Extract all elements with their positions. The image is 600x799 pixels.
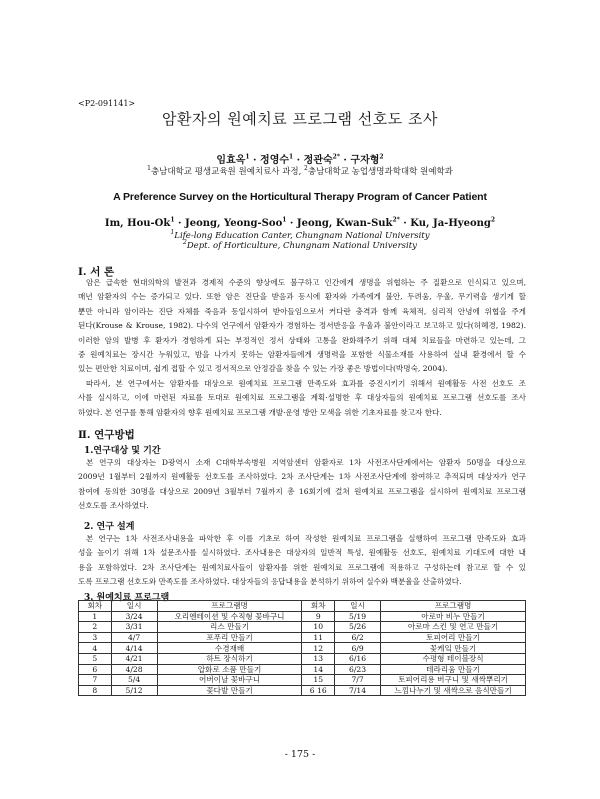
title-english: A Preference Survey on the Horticultural Therapy Program of Cancer Patient [113,191,487,203]
affiliation-english-2 [0,241,600,251]
cell-no: 8 [79,685,112,696]
cell-date: 7/14 [335,685,381,696]
cell-program: 하트 장식하기 [157,653,302,664]
table-row [79,643,526,654]
text-line: 따라서, 본 연구에서는 암환자를 대상으로 원예치료 프로그램 만족도와 효과를 증진시키기 위해서 원예활동 사전 선호도 조 [86,378,526,388]
cell-program: 오리엔테이션 및 수직형 꽃바구니 [157,611,302,622]
text-line: 있는 편안한 치료이며, 쉽게 접할 수 있고 정서적으로 안정감을 찾을 수 있는 가장 좋은 방법이다(박명숙, 2004). [78,364,448,374]
cell-no: 1 [79,611,112,622]
col-header-no: 회차 [302,601,335,612]
text-line: 본 연구의 대상자는 D광역시 소재 C대학부속병원 지역암센터 암환자로 1차 사전조사단계에서는 암환자 50명을 대상으로 [86,458,526,467]
author-name: 정관숙 [303,155,333,166]
section-heading-introduction: Ⅰ. 서 론 [78,266,115,278]
cell-date: 6/23 [335,664,381,675]
cell-date: 6/16 [335,653,381,664]
author-sep: · [174,218,185,229]
cell-program: 압화로 소품 만들기 [157,664,302,675]
table-row [79,664,526,675]
col-header-date: 일시 [111,601,157,612]
author-name: Ku, Ja-Hyeong [410,218,491,229]
text-line: 중 원예치료는 장시간 누워있고, 밤을 나가지 못하는 암환자들에게 생명력을 포함한 식물소재를 사용하여 실내 환경에서 할 수 [78,350,526,360]
cell-date: 5/4 [111,675,157,686]
author-sup: 2 [490,216,496,224]
affil-sup: 2 [304,165,308,173]
author-sep: · [293,155,304,166]
text-line: 암은 급속한 현대의학의 발전과 경제적 수준의 향상에도 불구하고 인간에게 생명을 위협하는 주 질환으로 인식되고 있으며, [86,278,526,287]
cell-date: 3/24 [111,611,157,622]
cell-date: 6/2 [335,632,381,643]
cell-no: 7 [79,675,112,686]
subjects-text [78,456,526,514]
author-name: 구자형 [350,155,380,166]
author-sep: · [286,218,297,229]
cell-date: 4/28 [111,664,157,675]
col-header-no: 회차 [79,601,112,612]
cell-program: 느낌나누기 및 새싹으로 음식만들기 [381,685,526,696]
author-name: Jeong, Yeong-Soo [184,218,283,229]
author-sup: 1 [245,153,250,161]
cell-date: 4/14 [111,643,157,654]
text-line: 도록 프로그램 선호도와 만족도를 조사하였다. 대상자들의 응답내용을 분석하기 위하여 실수와 백분율을 산출하였다. [78,577,462,587]
author-sup: 2 [379,153,384,161]
author-sep: · [399,218,411,229]
cell-program: 테라리움 만들기 [381,664,526,675]
table-row [79,675,526,686]
page-number: - 175 - [284,749,316,760]
cell-program: 토피어리용 버구니 및 새싹뿌리기 [381,675,526,686]
col-header-date: 일시 [335,601,381,612]
cell-program: 토피어리 만들기 [381,632,526,643]
cell-no: 3 [79,632,112,643]
authors-korean [0,151,600,166]
cell-date: 7/7 [335,675,381,686]
text-line: 참여에 동의한 30명을 대상으로 2009년 3월부터 7월까지 총 16회기에 걸쳐 원예치료 프로그램을 실시하여 원예치료 프로그램 [78,486,526,496]
cell-program: 어버이날 꽃바구니 [157,675,302,686]
paper-code: <P2-091141> [78,99,136,108]
cell-no: 12 [302,643,335,654]
cell-date: 5/26 [335,622,381,633]
author-sep: · [339,155,351,166]
cell-date: 5/19 [335,611,381,622]
cell-program: 아로마 스킨 및 연고 만들기 [381,622,526,633]
cell-no: 5 [79,653,112,664]
text-line: 선호도를 조사하였다. [78,501,149,511]
design-text [78,532,526,590]
table-row [79,632,526,643]
affil-sup: 1 [170,229,175,237]
affil-sup: 2 [183,239,187,247]
title-korean: 암환자의 원예치료 프로그램 선호도 조사 [162,110,438,128]
affil-text: 충남대학교 농업생명과학대학 원예학과 [307,167,453,177]
affiliation-korean [0,165,600,177]
author-sup: 1 [289,153,294,161]
text-line: 2009년 1월부터 2월까지 원예활동 선호도를 조사하였다. 2차 조사단계는 1차 사전조사단계에 참여하고 추적되며 대상자가 연구 [78,472,526,482]
cell-no: 6 [79,664,112,675]
text-line: 이러한 암의 발병 후 환자가 경험하게 되는 부정적인 정서 상태와 고통을 완화해주기 위해 대체 치료들을 마련하고 있는데, 그 [78,335,526,345]
table-row [79,685,526,696]
introduction-text [78,276,526,420]
table-row [79,622,526,633]
subsection-heading-subjects: 1.연구대상 및 기간 [84,446,161,456]
text-line: 사를 실시하고, 이에 마련된 자료를 토대로 원예치료 프로그램을 계획·설명한 후 대상자들의 원예치료 프로그램 선호도를 조사 [78,393,526,403]
cell-program: 수경재배 [157,643,302,654]
section-heading-methods: Ⅱ. 연구방법 [78,429,135,441]
author-name: 정영수 [260,155,290,166]
cell-no: 10 [302,622,335,633]
text-line: 성을 높이기 위해 1차 설문조사를 실시하였다. 조사내용은 대상자의 일반적 특성, 원예활동 선호도, 원예치료 기대도에 대한 내 [78,548,526,558]
affil-sup: 1 [147,165,151,173]
cell-date: 4/21 [111,653,157,664]
cell-no: 6 16 [302,685,335,696]
text-line: 본 연구는 1차 사전조사내용을 파악한 후 이를 기초로 하여 작성한 원예치료 프로그램을 실행하여 프로그램 만족도와 효과 [86,534,526,543]
cell-no: 9 [302,611,335,622]
subsection-heading-design: 2. 연구 설계 [84,522,135,532]
affiliation-english-1 [0,231,600,241]
affil-text: Life-long Education Canter, Chungnam National University [174,231,430,241]
author-sup: 1 [170,216,175,224]
cell-date: 5/12 [111,685,157,696]
cell-no: 14 [302,664,335,675]
cell-date: 3/31 [111,622,157,633]
text-line: 하였다. 본 연구를 통해 암환자의 향후 원예치료 프로그램 개발·운영 방안 모색을 위한 기초자료를 찾고자 한다. [78,407,442,417]
text-line: 매년 암환자의 수는 증가되고 있다. 또한 암은 진단을 받음과 동시에 환자와 가족에게 불안, 두려움, 우울, 무기력을 생기게 할 [78,292,526,302]
author-name: 임효옥 [216,155,246,166]
table-row [79,611,526,622]
cell-no: 11 [302,632,335,643]
program-table [78,600,526,696]
cell-program: 리스 만들기 [157,622,302,633]
author-sep: · [249,155,261,166]
cell-date: 4/7 [111,632,157,643]
author-name: Im, Hou-Ok [104,218,171,229]
cell-no: 13 [302,653,335,664]
table-header-row [79,601,526,612]
text-line: 용을 포함하였다. 2차 조사단계는 원예치료사들이 암환자를 위한 원예치료 프로그램에 적용하고 구성하는데 참고로 할 수 있 [78,562,526,572]
col-header-program: 프로그램명 [381,601,526,612]
text-line: 된다(Krouse & Krouse, 1982). 다수의 연구에서 암환자가 경험하는 정서반응을 우울과 불안이라고 보고하고 있다(허혜경, 1982). [78,321,526,331]
cell-no: 2 [79,622,112,633]
author-sup: 2* [332,153,340,161]
author-name: Jeong, Kwan-Suk [296,218,393,229]
col-header-program: 프로그램명 [157,601,302,612]
cell-program: 아로마 비누 만들기 [381,611,526,622]
author-sup: 1 [282,216,287,224]
affil-text: 충남대학교 평생교육원 원예치료사 과정, [150,167,305,177]
cell-program: 수평형 테이블장식 [381,653,526,664]
cell-date: 6/9 [335,643,381,654]
table-row [79,653,526,664]
affil-text: Dept. of Horticulture, Chungnam National University [186,241,417,251]
cell-program: 꽃다발 만들기 [157,685,302,696]
cell-no: 4 [79,643,112,654]
text-line: 뿐만 아니라 암이라는 진단 자체를 죽음과 동일시하여 받아들임으로서 커다란 충격과 함께 육체적, 심리적 안녕에 위협을 주게 [78,306,526,316]
authors-english [0,218,600,229]
cell-program: 포푸리 만들기 [157,632,302,643]
subsection-heading-program: 3. 원예치료 프로그램 [84,593,170,603]
author-sup: 2* [392,216,400,224]
cell-program: 꽃케잌 만들기 [381,643,526,654]
cell-no: 15 [302,675,335,686]
